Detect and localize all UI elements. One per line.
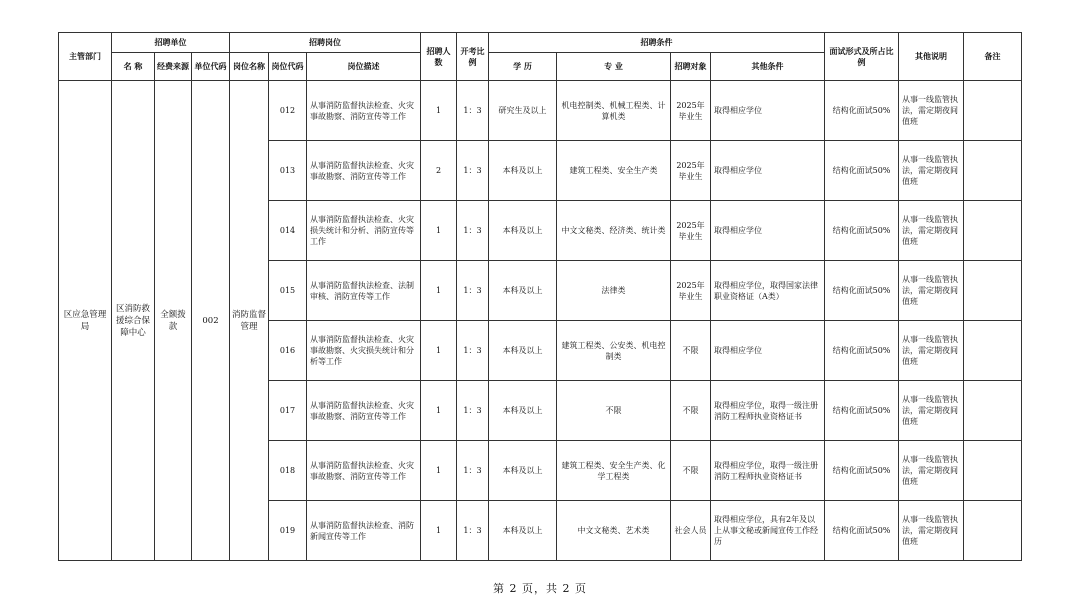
other-conditions-cell: 取得相应学位，取得一级注册消防工程师执业资格证书 [711, 381, 825, 441]
edu-cell: 研究生及以上 [489, 81, 557, 141]
other-note-cell: 从事一线监管执法，需定期夜间值班 [899, 201, 964, 261]
unit-name-cell: 区消防救援综合保障中心 [112, 81, 155, 561]
other-conditions-cell: 取得相应学位 [711, 81, 825, 141]
header-dept: 主管部门 [59, 33, 112, 81]
header-count: 招聘人数 [421, 33, 457, 81]
interview-cell: 结构化面试50% [825, 441, 899, 501]
major-cell: 机电控制类、机械工程类、计算机类 [557, 81, 671, 141]
interview-cell: 结构化面试50% [825, 81, 899, 141]
edu-cell: 本科及以上 [489, 501, 557, 561]
interview-cell: 结构化面试50% [825, 501, 899, 561]
unit-funding-cell: 全额拨款 [155, 81, 192, 561]
other-conditions-cell: 取得相应学位 [711, 141, 825, 201]
header-target: 招聘对象 [671, 53, 711, 81]
remark-cell [964, 501, 1022, 561]
other-note-cell: 从事一线监管执法，需定期夜间值班 [899, 321, 964, 381]
count-cell: 1 [421, 381, 457, 441]
post-code-cell: 018 [269, 441, 307, 501]
count-cell: 1 [421, 501, 457, 561]
edu-cell: 本科及以上 [489, 201, 557, 261]
post-code-cell: 014 [269, 201, 307, 261]
post-desc-cell: 从事消防监督执法检查、法制审核、消防宣传等工作 [307, 261, 421, 321]
dept-cell: 区应急管理局 [59, 81, 112, 561]
header-edu: 学 历 [489, 53, 557, 81]
post-code-cell: 013 [269, 141, 307, 201]
count-cell: 1 [421, 441, 457, 501]
count-cell: 1 [421, 261, 457, 321]
interview-cell: 结构化面试50% [825, 201, 899, 261]
recruitment-table [58, 32, 1022, 561]
header-unit-name: 名 称 [112, 53, 155, 81]
post-code-cell: 019 [269, 501, 307, 561]
header-other-conditions: 其他条件 [711, 53, 825, 81]
post-desc-cell: 从事消防监督执法检查、火灾损失统计和分析、消防宣传等工作 [307, 201, 421, 261]
post-desc-cell: 从事消防监督执法检查、火灾事故勘察、火灾损失统计和分析等工作 [307, 321, 421, 381]
other-conditions-cell: 取得相应学位 [711, 321, 825, 381]
major-cell: 不限 [557, 381, 671, 441]
ratio-cell: 1：3 [457, 441, 489, 501]
post-desc-cell: 从事消防监督执法检查、消防新闻宣传等工作 [307, 501, 421, 561]
table-row [59, 81, 1022, 141]
edu-cell: 本科及以上 [489, 441, 557, 501]
count-cell: 1 [421, 321, 457, 381]
major-cell: 中文文秘类、经济类、统计类 [557, 201, 671, 261]
interview-cell: 结构化面试50% [825, 321, 899, 381]
post-code-cell: 015 [269, 261, 307, 321]
header-unit-group: 招聘单位 [112, 33, 230, 53]
interview-cell: 结构化面试50% [825, 381, 899, 441]
header-post-code: 岗位代码 [269, 53, 307, 81]
ratio-cell: 1：3 [457, 261, 489, 321]
interview-cell: 结构化面试50% [825, 261, 899, 321]
other-note-cell: 从事一线监管执法，需定期夜间值班 [899, 141, 964, 201]
ratio-cell: 1：3 [457, 321, 489, 381]
header-post-group: 招聘岗位 [230, 33, 421, 53]
other-conditions-cell: 取得相应学位 [711, 201, 825, 261]
remark-cell [964, 441, 1022, 501]
count-cell: 1 [421, 201, 457, 261]
header-major: 专 业 [557, 53, 671, 81]
header-unit-funding: 经费来源 [155, 53, 192, 81]
ratio-cell: 1：3 [457, 81, 489, 141]
count-cell: 2 [421, 141, 457, 201]
post-desc-cell: 从事消防监督执法检查、火灾事故勘察、消防宣传等工作 [307, 441, 421, 501]
page-footer: 第 2 页，共 2 页 [493, 582, 587, 595]
header-interview: 面试形式及所占比例 [825, 33, 899, 81]
target-cell: 2025年毕业生 [671, 261, 711, 321]
target-cell: 不限 [671, 321, 711, 381]
table-body [59, 81, 1022, 561]
remark-cell [964, 201, 1022, 261]
edu-cell: 本科及以上 [489, 141, 557, 201]
edu-cell: 本科及以上 [489, 321, 557, 381]
remark-cell [964, 261, 1022, 321]
edu-cell: 本科及以上 [489, 261, 557, 321]
header-ratio: 开考比例 [457, 33, 489, 81]
other-conditions-cell: 取得相应学位，具有2年及以上从事文秘或新闻宣传工作经历 [711, 501, 825, 561]
header-conditions-group: 招聘条件 [489, 33, 825, 53]
other-note-cell: 从事一线监管执法，需定期夜间值班 [899, 381, 964, 441]
post-code-cell: 012 [269, 81, 307, 141]
other-conditions-cell: 取得相应学位，取得国家法律职业资格证（A类） [711, 261, 825, 321]
post-code-cell: 016 [269, 321, 307, 381]
target-cell: 2025年毕业生 [671, 141, 711, 201]
remark-cell [964, 141, 1022, 201]
major-cell: 建筑工程类、公安类、机电控制类 [557, 321, 671, 381]
target-cell: 不限 [671, 441, 711, 501]
header-remark: 备注 [964, 33, 1022, 81]
remark-cell [964, 381, 1022, 441]
other-conditions-cell: 取得相应学位，取得一级注册消防工程师执业资格证书 [711, 441, 825, 501]
other-note-cell: 从事一线监管执法，需定期夜间值班 [899, 441, 964, 501]
post-code-cell: 017 [269, 381, 307, 441]
interview-cell: 结构化面试50% [825, 141, 899, 201]
edu-cell: 本科及以上 [489, 381, 557, 441]
ratio-cell: 1：3 [457, 501, 489, 561]
major-cell: 建筑工程类、安全生产类、化学工程类 [557, 441, 671, 501]
major-cell: 法律类 [557, 261, 671, 321]
header-post-desc: 岗位描述 [307, 53, 421, 81]
other-note-cell: 从事一线监管执法，需定期夜间值班 [899, 261, 964, 321]
header-post-name: 岗位名称 [230, 53, 269, 81]
target-cell: 社会人员 [671, 501, 711, 561]
ratio-cell: 1：3 [457, 381, 489, 441]
post-desc-cell: 从事消防监督执法检查、火灾事故勘察、消防宣传等工作 [307, 81, 421, 141]
remark-cell [964, 81, 1022, 141]
header-unit-code: 单位代码 [192, 53, 230, 81]
target-cell: 不限 [671, 381, 711, 441]
target-cell: 2025年毕业生 [671, 201, 711, 261]
major-cell: 建筑工程类、安全生产类 [557, 141, 671, 201]
unit-code-cell: 002 [192, 81, 230, 561]
header-other-note: 其他说明 [899, 33, 964, 81]
post-name-cell: 消防监督管理 [230, 81, 269, 561]
target-cell: 2025年毕业生 [671, 81, 711, 141]
major-cell: 中文文秘类、艺术类 [557, 501, 671, 561]
count-cell: 1 [421, 81, 457, 141]
ratio-cell: 1：3 [457, 201, 489, 261]
post-desc-cell: 从事消防监督执法检查、火灾事故勘察、消防宣传等工作 [307, 381, 421, 441]
other-note-cell: 从事一线监管执法，需定期夜间值班 [899, 81, 964, 141]
ratio-cell: 1：3 [457, 141, 489, 201]
other-note-cell: 从事一线监管执法，需定期夜间值班 [899, 501, 964, 561]
post-desc-cell: 从事消防监督执法检查、火灾事故勘察、消防宣传等工作 [307, 141, 421, 201]
remark-cell [964, 321, 1022, 381]
